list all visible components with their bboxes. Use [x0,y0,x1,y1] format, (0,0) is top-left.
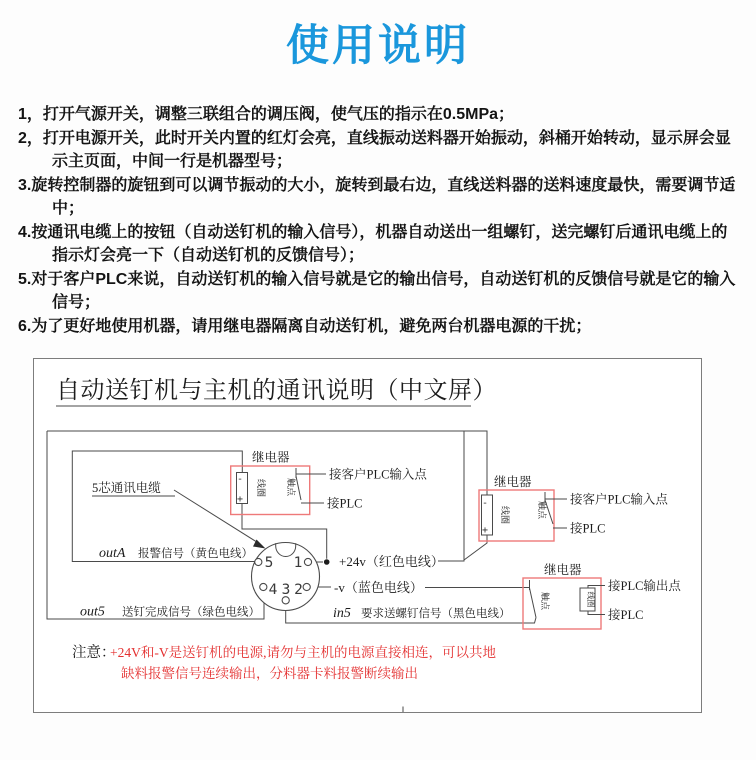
instruction-item-3: 3.旋转控制器的旋钮到可以调节振动的大小，旋转到最右边，直线送料器的送料速度最快，需要调节适中； [18,176,736,217]
wire-relay2-coil-to-24v [464,536,487,561]
relay3-coil-text: 线圈 [586,591,595,608]
relay2-label: 继电器 [494,475,532,489]
instruction-item-5: 5.对于客户PLC来说，自动送钉机的输入信号就是它的输出信号，自动送钉机的反馈信号就是它的输入信号； [18,270,736,311]
note-label: 注意： [72,645,116,661]
relay1-contact-text: 触点 [286,477,296,497]
relay3-label: 继电器 [544,563,582,577]
communication-diagram [33,358,702,713]
pin4-hole [260,583,267,590]
wire-outA-yellow [72,451,254,562]
out5-signal-label: 送钉完成信号（绿色电线） [122,606,260,619]
pin4-label: 4 [268,582,278,598]
relay2-plc-label: 接PLC [570,521,606,536]
relay2-contact-text: 触点 [537,500,547,520]
wire-24v-label: +24v（红色电线） [339,554,444,569]
pin1-label: 1 [293,555,303,571]
instruction-item-4: 4.按通讯电缆上的按钮（自动送钉机的输入信号），机器自动送出一组螺钉，送完螺钉后通讯电缆上的指示灯会亮一下（自动送钉机的反馈信号）； [18,223,728,264]
diagram-canvas [34,359,701,712]
page-title: 使用说明 [286,22,470,70]
instruction-list [18,103,742,338]
junction-dot [324,559,330,565]
relay3-plc-label: 接PLC [608,608,644,622]
pin2-label: 2 [294,582,303,598]
relay3-contact-symbol [530,580,537,618]
note-line-1: +24V和-V是送钉机的电源,请勿与主机的电源直接相连，可以共地 [110,645,496,660]
cable-label: 5芯通讯电缆 [92,481,161,495]
out5-signal-prefix: out5 [80,604,105,620]
relay1-plc-input-label: 接客户PLC输入点 [329,467,427,482]
relay1-coil-minus: - [236,474,244,485]
in5-signal-label: 要求送螺钉信号（黑色电线） [361,608,511,620]
relay2-coil-plus: + [481,525,489,536]
diagram-title: 自动送钉机与主机的通讯说明（中文屏） [56,378,497,404]
outA-signal-label: 报警信号（黄色电线） [138,548,253,560]
relay2-plc-input-label: 接客户PLC输入点 [570,492,668,507]
in5-signal-prefix: in5 [333,606,351,621]
relay1-plc-label: 接PLC [327,496,363,511]
instruction-item-2: 2，打开电源开关，此时开关内置的红灯会亮，直线振动送料器开始振动，斜桶开始转动，显示屏会显示主页面，中间一行是机器型号； [18,129,731,170]
wire-minus-v-label: -v（蓝色电线） [334,580,423,595]
relay1-coil-plus: + [236,494,244,505]
pin1-hole [304,558,311,565]
note-line-2: 缺料报警信号连续输出，分料器卡料报警断续输出 [121,666,418,681]
relay2-coil-minus: - [481,498,489,509]
relay1-label: 继电器 [252,450,290,465]
instruction-item-1: 1，打开气源开关，调整三联组合的调压阀，使气压的指示在0.5MPa； [18,106,515,123]
relay3-contact-text: 触点 [540,591,550,611]
pin2-hole [303,583,310,590]
wire-24v-up [438,431,464,561]
relay3-plc-output-label: 接PLC输出点 [608,579,681,593]
relay2-contact-symbol [545,492,567,528]
pin5-hole [255,558,262,565]
instruction-item-6: 6.为了更好地使用机器，请用继电器隔离自动送钉机，避免两台机器电源的干扰； [18,317,592,335]
relay1-coil-text: 线圈 [256,478,266,498]
outA-signal-prefix: outA [99,546,126,561]
relay2-coil-text: 线圈 [500,505,510,525]
wire-out5-green [47,431,264,619]
pin3-label: 3 [281,582,291,598]
relay1-contact-symbol [296,468,326,503]
pin5-label: 5 [264,555,274,571]
